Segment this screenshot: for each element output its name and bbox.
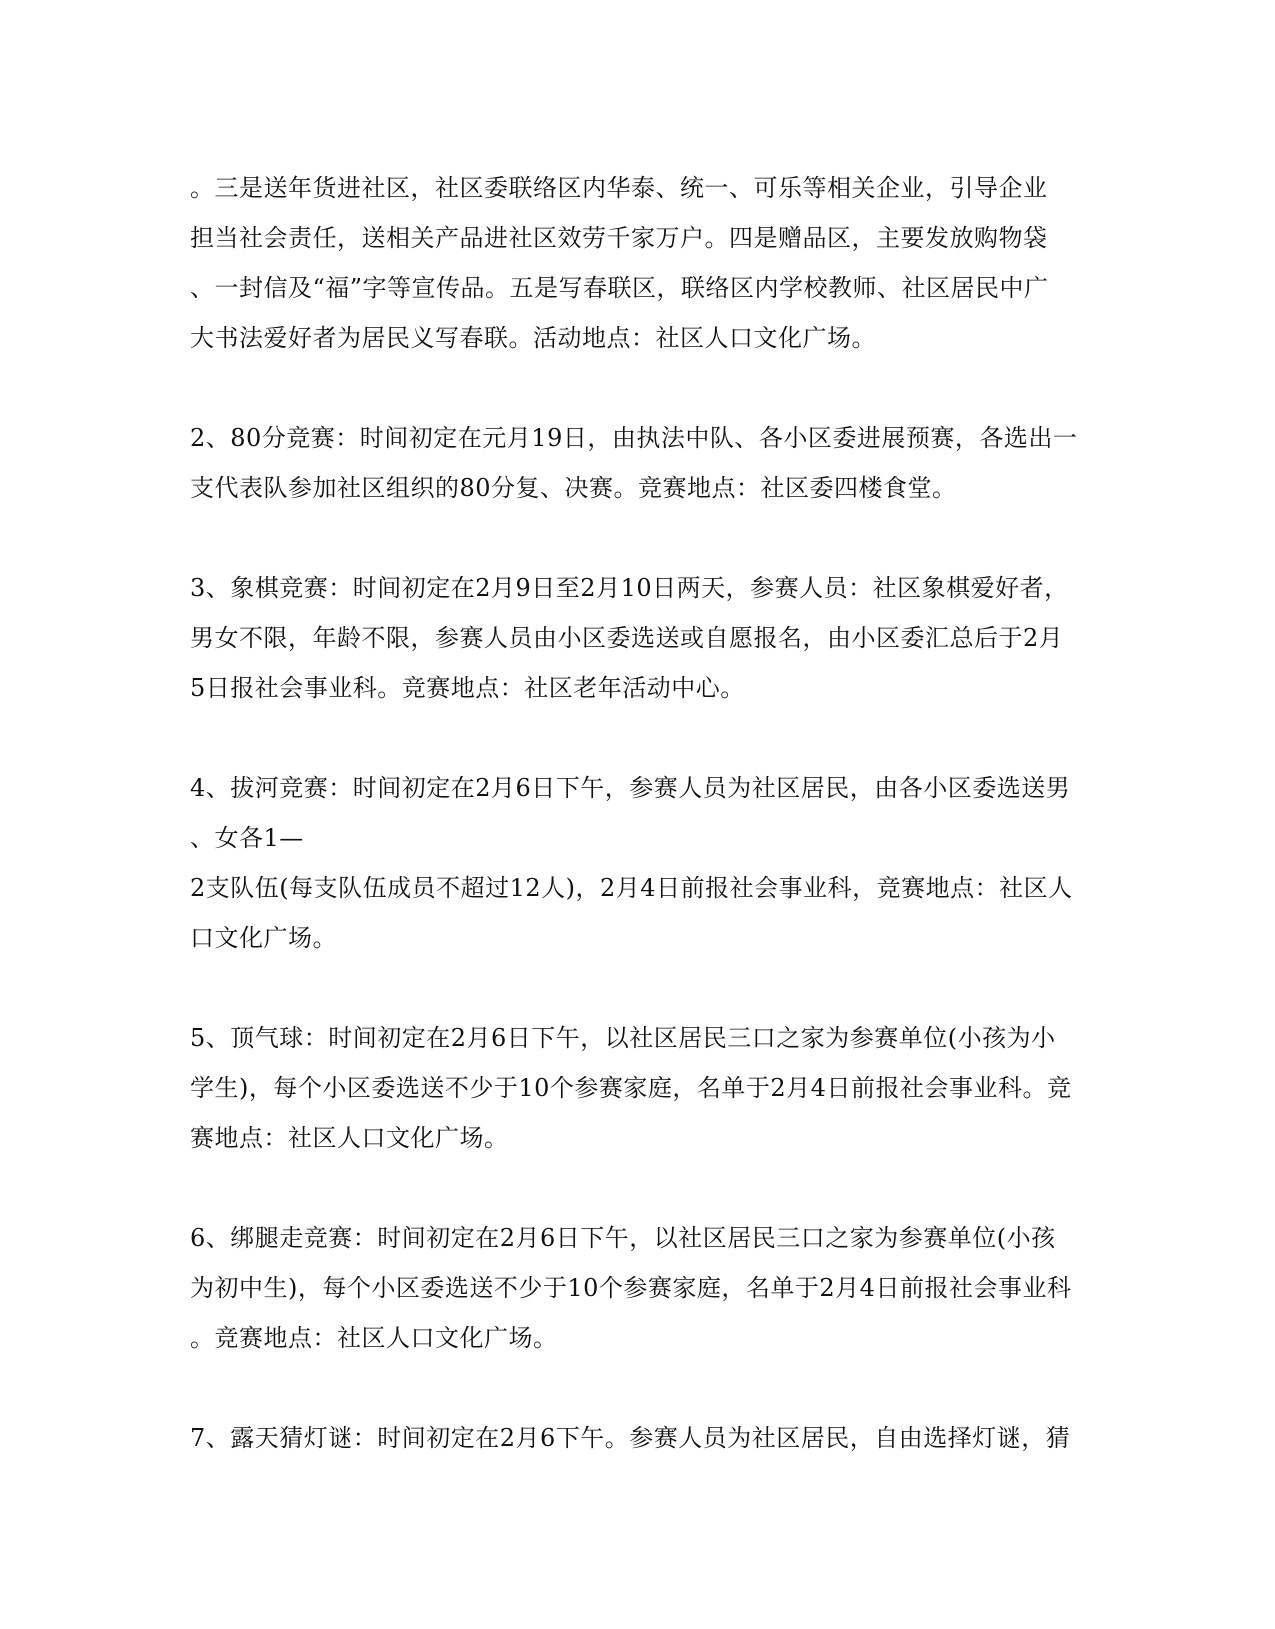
text-line: 担当社会责任，送相关产品进社区效劳千家万户。四是赠品区，主要发放购物袋 [190, 224, 1048, 252]
text-line: 男女不限，年龄不限，参赛人员由小区委选送或自愿报名，由小区委汇总后于2月 [190, 624, 1064, 652]
paragraph-three-legged-race [190, 1213, 1090, 1363]
text-line: 为初中生)，每个小区委选送不少于10个参赛家庭，名单于2月4日前报社会事业科 [190, 1274, 1072, 1302]
text-line: 2、80分竞赛：时间初定在元月19日，由执法中队、各小区委进展预赛，各选出一 [190, 424, 1078, 452]
text-line: 支代表队参加社区组织的80分复、决赛。竞赛地点：社区委四楼食堂。 [190, 474, 957, 502]
text-line: 大书法爱好者为居民义写春联。活动地点：社区人口文化广场。 [190, 324, 876, 352]
document-body [190, 163, 1090, 1513]
text-line: 5、顶气球：时间初定在2月6日下午，以社区居民三口之家为参赛单位(小孩为小 [190, 1024, 1056, 1052]
text-line: 学生)，每个小区委选送不少于10个参赛家庭，名单于2月4日前报社会事业科。竞 [190, 1074, 1072, 1102]
paragraph-balloon-game [190, 1013, 1090, 1163]
text-line: 、一封信及“福”字等宣传品。五是写春联区，联络区内学校教师、社区居民中广 [190, 274, 1049, 302]
text-line: 。三是送年货进社区，社区委联络区内华泰、统一、可乐等相关企业，引导企业 [190, 174, 1048, 202]
paragraph-tug-of-war [190, 763, 1090, 963]
text-line: 7、露天猜灯谜：时间初定在2月6下午。参赛人员为社区居民，自由选择灯谜，猜 [190, 1424, 1071, 1452]
text-line: 5日报社会事业科。竞赛地点：社区老年活动中心。 [190, 674, 745, 702]
text-line: 。竞赛地点：社区人口文化广场。 [190, 1324, 558, 1352]
text-line: 、女各1— [190, 824, 304, 852]
paragraph-new-year-goods [190, 163, 1090, 363]
text-line: 4、拔河竞赛：时间初定在2月6日下午，参赛人员为社区居民，由各小区委选送男 [190, 774, 1071, 802]
paragraph-lantern-riddles [190, 1413, 1090, 1463]
paragraph-chess-contest [190, 563, 1090, 713]
text-line: 口文化广场。 [190, 924, 337, 952]
text-line: 赛地点：社区人口文化广场。 [190, 1124, 509, 1152]
text-line: 2支队伍(每支队伍成员不超过12人)，2月4日前报社会事业科，竞赛地点：社区人 [190, 874, 1073, 902]
text-line: 3、象棋竞赛：时间初定在2月9日至2月10日两天，参赛人员：社区象棋爱好者， [190, 574, 1069, 602]
text-line: 6、绑腿走竞赛：时间初定在2月6日下午，以社区居民三口之家为参赛单位(小孩 [190, 1224, 1056, 1252]
paragraph-80-points-contest [190, 413, 1090, 513]
